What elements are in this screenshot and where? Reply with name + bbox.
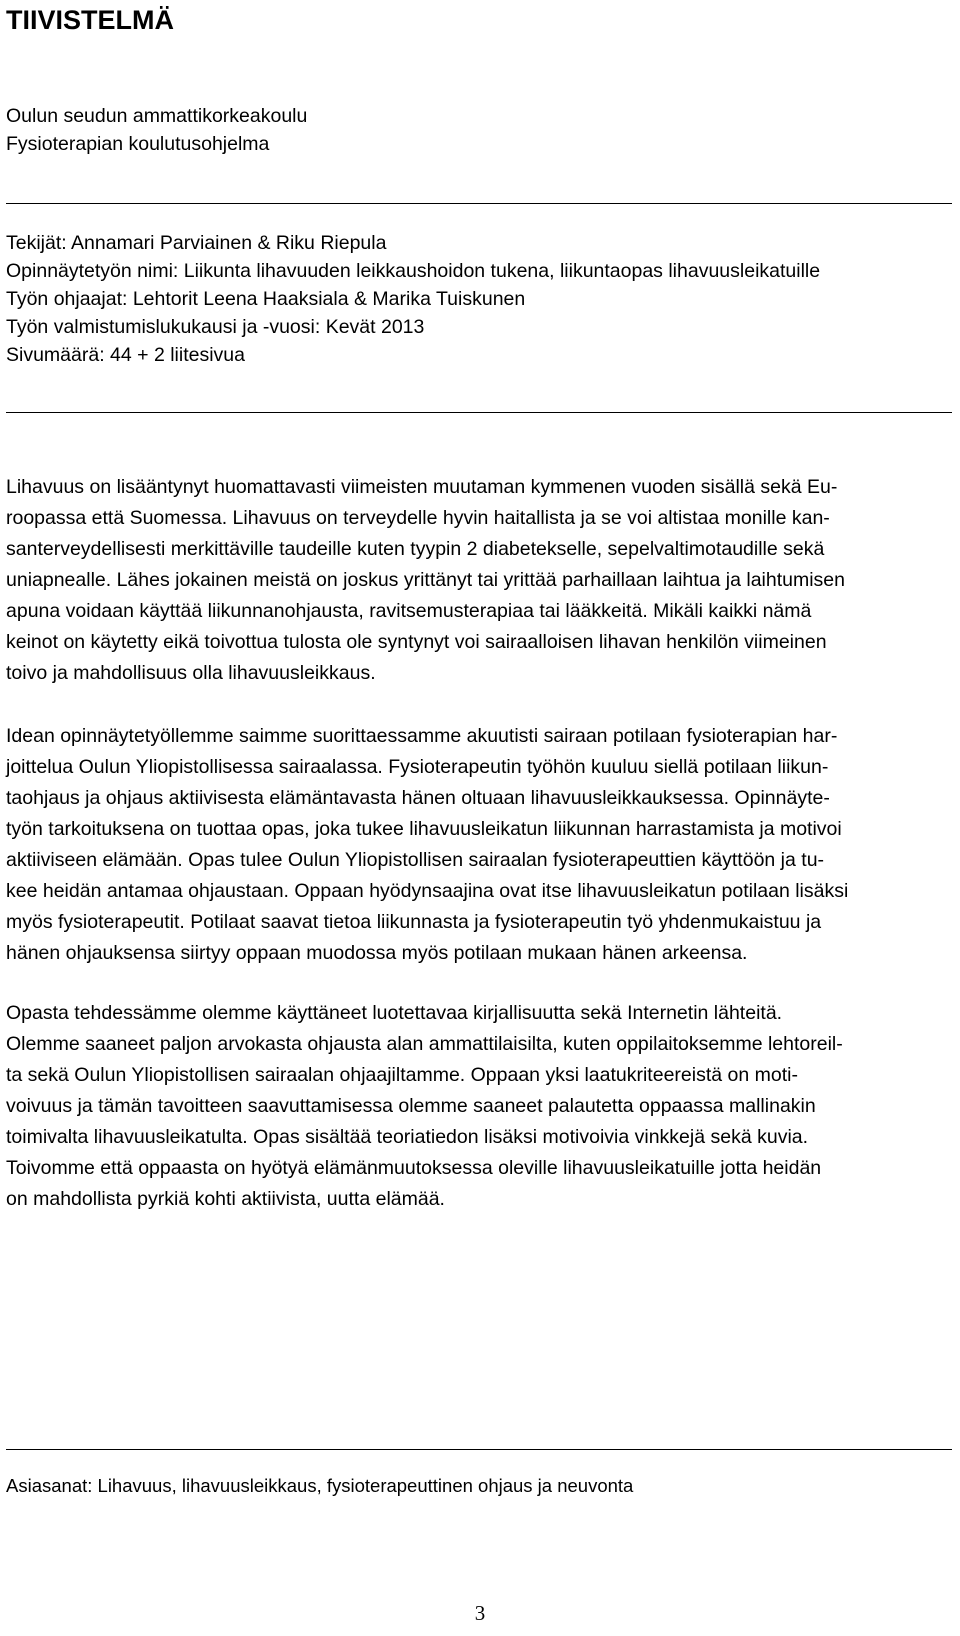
programme-name: Fysioterapian koulutusohjelma	[6, 133, 270, 155]
school-name: Oulun seudun ammattikorkeakoulu	[6, 105, 308, 127]
abstract-line: Opasta tehdessämme olemme käyttäneet luotettavaa kirjallisuutta sekä Internetin lähteitä.	[6, 1002, 783, 1024]
page-count-line: Sivumäärä: 44 + 2 liitesivua	[6, 344, 245, 366]
abstract-line: toivo ja mahdollisuus olla lihavuusleikkaus.	[6, 662, 376, 684]
abstract-line: hänen ohjauksensa siirtyy oppaan muodossa myös potilaan mukaan hänen arkeensa.	[6, 942, 748, 964]
abstract-line: taohjaus ja ohjaus aktiivisesta elämäntavasta hänen oltuaan lihavuusleikkauksessa. Opinnäyte-	[6, 787, 830, 809]
abstract-paragraph-3	[6, 998, 843, 1215]
abstract-paragraph-1	[6, 472, 845, 689]
page-title: TIIVISTELMÄ	[6, 5, 174, 35]
abstract-line: kee heidän antamaa ohjaustaan. Oppaan hyödynsaajina ovat itse lihavuusleikatun potilaan lisäksi	[6, 880, 849, 902]
institution-block	[6, 102, 307, 158]
abstract-line: Olemme saaneet paljon arvokasta ohjausta alan ammattilaisilta, kuten oppilaitoksemme lehtoreil-	[6, 1033, 843, 1055]
keywords-line: Asiasanat: Lihavuus, lihavuusleikkaus, fysioterapeuttinen ohjaus ja neuvonta	[6, 1475, 634, 1496]
abstract-line: keinot on käytetty eikä toivottua tulosta ole syntynyt voi sairaalloisen lihavan henkilön viimeinen	[6, 631, 827, 653]
abstract-line: on mahdollista pyrkiä kohti aktiivista, uutta elämää.	[6, 1188, 445, 1210]
abstract-line: voivuus ja tämän tavoitteen saavuttamisessa olemme saaneet palautetta oppaassa mallinakin	[6, 1095, 816, 1117]
abstract-line: uniapnealle. Lähes jokainen meistä on joskus yrittänyt tai yrittää parhaillaan laihtua ja laihtumisen	[6, 569, 845, 591]
abstract-line: aktiiviseen elämään. Opas tulee Oulun Yliopistollisen sairaalan fysioterapeuttien käyttöön ja tu-	[6, 849, 825, 871]
supervisors-line: Työn ohjaajat: Lehtorit Leena Haaksiala & Marika Tuiskunen	[6, 288, 526, 310]
abstract-line: Toivomme että oppaasta on hyötyä elämänmuutoksessa oleville lihavuusleikatuille jotta heidän	[6, 1157, 822, 1179]
completion-line: Työn valmistumislukukausi ja -vuosi: Kevät 2013	[6, 316, 425, 338]
divider-top	[6, 203, 952, 204]
divider-bottom	[6, 1449, 952, 1450]
thesis-info-block	[6, 229, 820, 369]
page-number: 3	[474, 1601, 486, 1625]
abstract-line: Idean opinnäytetyöllemme saimme suorittaessamme akuutisti sairaan potilaan fysioterapian har-	[6, 725, 838, 747]
abstract-line: toimivalta lihavuusleikatulta. Opas sisältää teoriatiedon lisäksi motivoivia vinkkejä sekä kuvia.	[6, 1126, 809, 1148]
abstract-line: roopassa että Suomessa. Lihavuus on terveydelle hyvin haitallista ja se voi altistaa monille kan-	[6, 507, 830, 529]
abstract-paragraph-2	[6, 721, 848, 969]
divider-middle	[6, 412, 952, 413]
authors-line: Tekijät: Annamari Parviainen & Riku Riepula	[6, 232, 387, 254]
abstract-line: santerveydellisesti merkittäville taudeille kuten tyypin 2 diabetekselle, sepelvaltimotaudille sekä	[6, 538, 825, 560]
abstract-line: apuna voidaan käyttää liikunnanohjausta, ravitsemusterapiaa tai lääkkeitä. Mikäli kaikki nämä	[6, 600, 812, 622]
abstract-line: ta sekä Oulun Yliopistollisen sairaalan ohjaajiltamme. Oppaan yksi laatukriteereistä on moti-	[6, 1064, 798, 1086]
abstract-line: Lihavuus on lisääntynyt huomattavasti viimeisten muutaman kymmenen vuoden sisällä sekä Eu-	[6, 476, 838, 498]
abstract-line: myös fysioterapeutit. Potilaat saavat tietoa liikunnasta ja fysioterapeutin työ yhdenmukaistuu ja	[6, 911, 822, 933]
thesis-title-line: Opinnäytetyön nimi: Liikunta lihavuuden leikkaushoidon tukena, liikuntaopas lihavuusleikatuille	[6, 260, 821, 282]
abstract-line: työn tarkoituksena on tuottaa opas, joka tukee lihavuusleikatun liikunnan harrastamista ja motivoi	[6, 818, 842, 840]
abstract-line: joittelua Oulun Yliopistollisessa sairaalassa. Fysioterapeutin työhön kuuluu siellä potilaan liikun-	[6, 756, 829, 778]
